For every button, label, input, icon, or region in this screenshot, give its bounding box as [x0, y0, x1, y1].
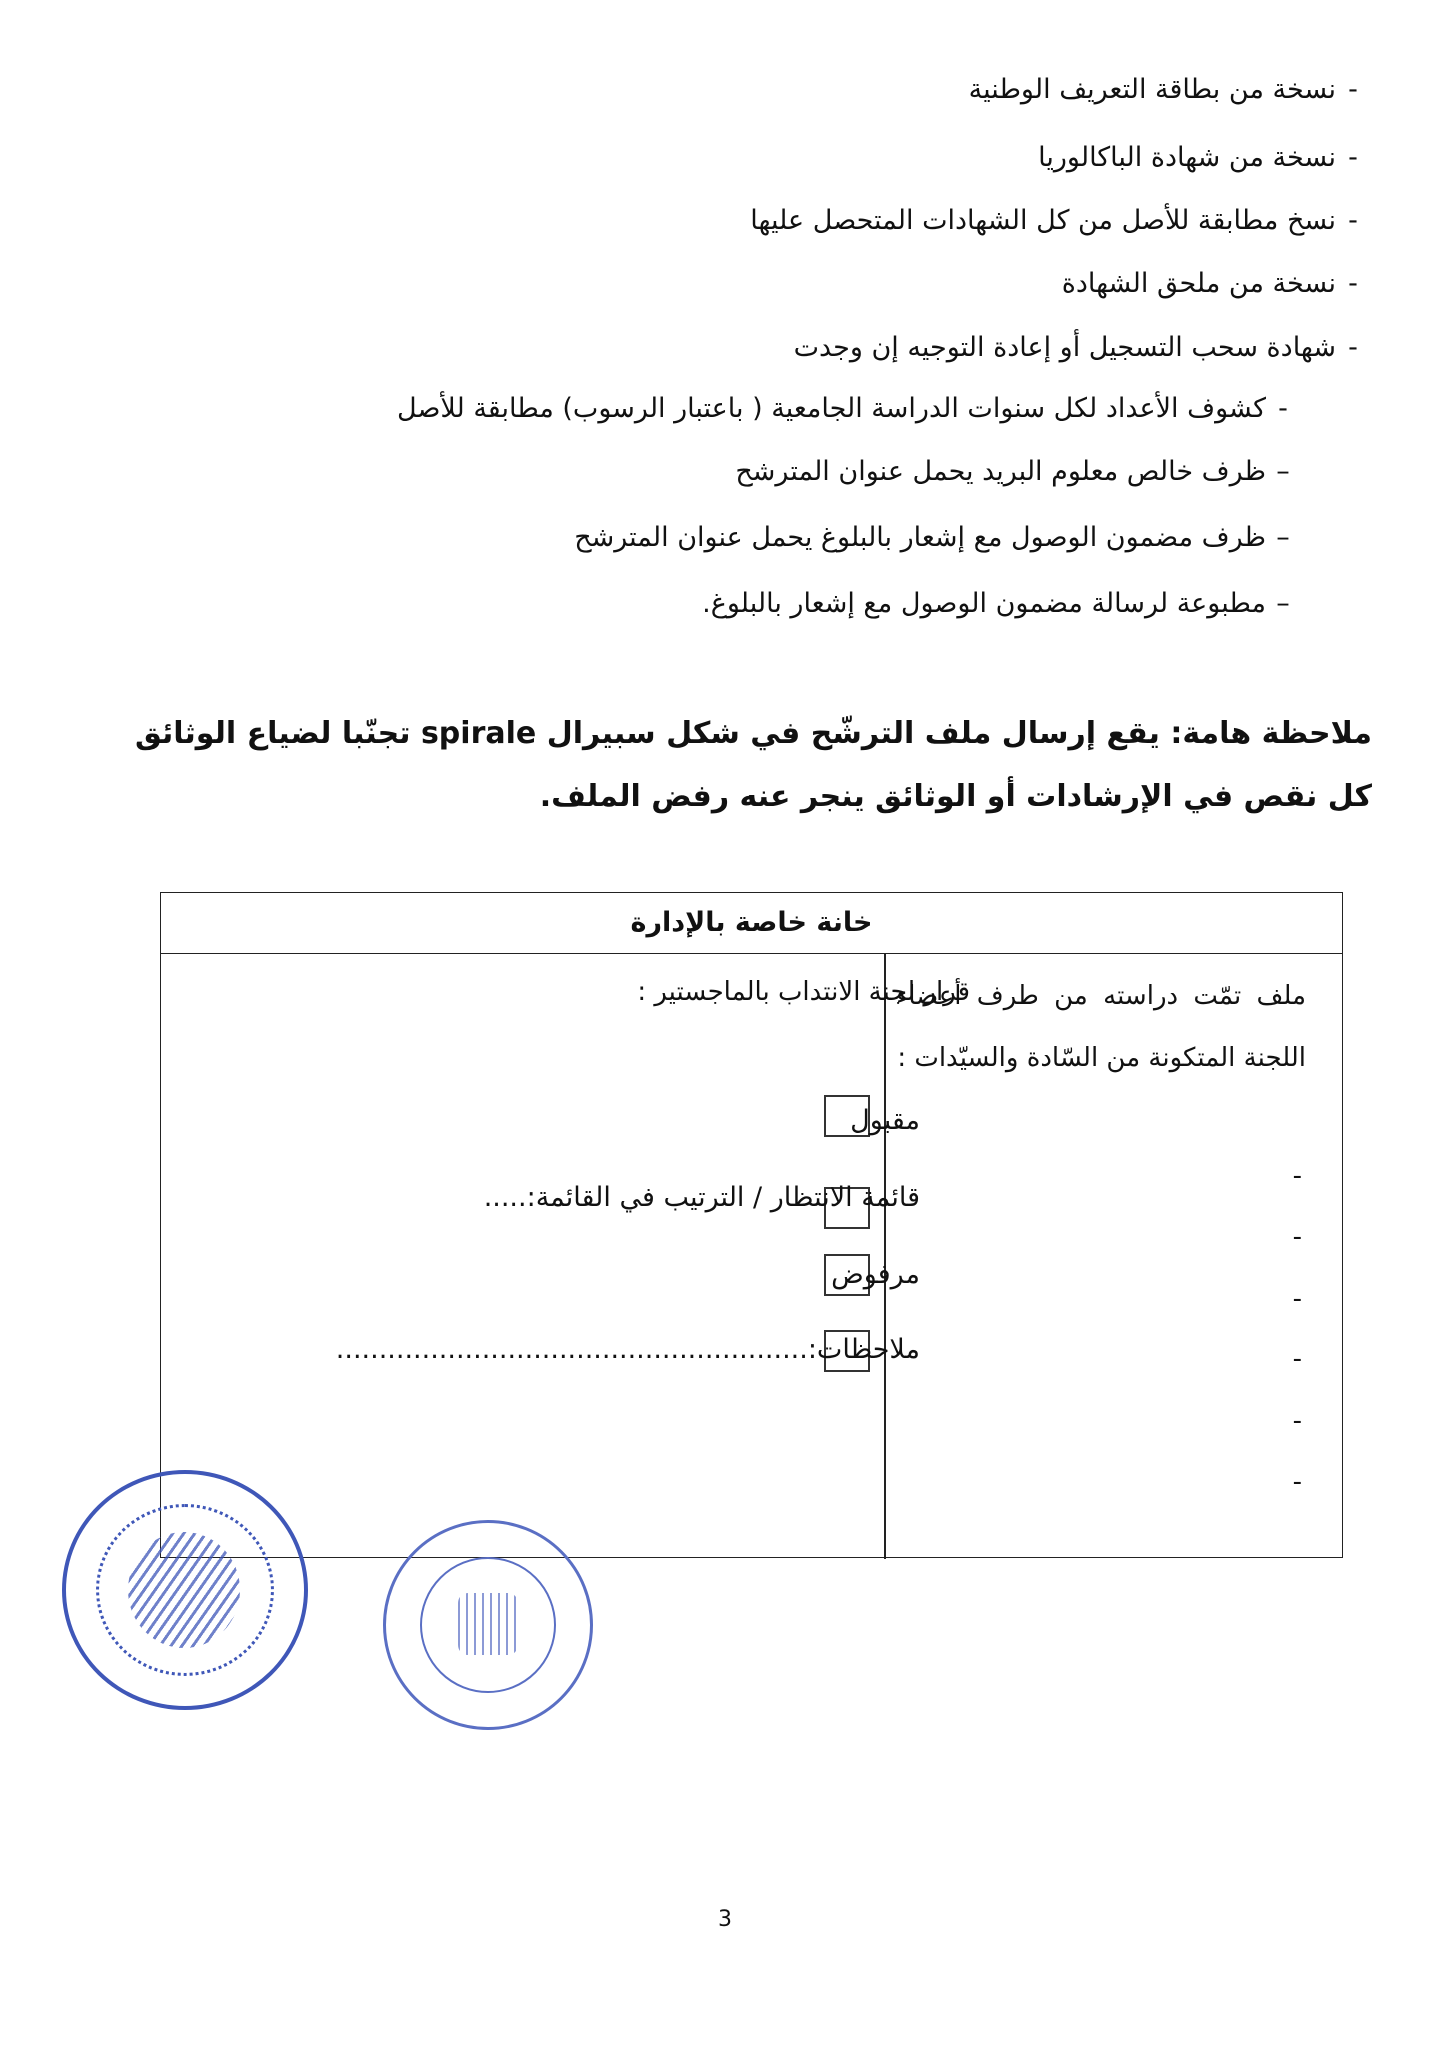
requirement-item: -شهادة سحب التسجيل أو إعادة التوجيه إن وجدت: [793, 332, 1358, 363]
requirement-item: -كشوف الأعداد لكل سنوات الدراسة الجامعية ( باعتبار الرسوب) مطابقة للأصل: [397, 393, 1288, 424]
requirement-item: –ظرف خالص معلوم البريد يحمل عنوان المترشح: [735, 456, 1290, 487]
important-note-line-1: ملاحظة هامة: يقع إرسال ملف الترشّح في شكل سبيرال spirale تجنّبا لضياع الوثائق: [134, 716, 1372, 751]
requirement-item: -نسخة من بطاقة التعريف الوطنية: [968, 74, 1358, 105]
university-stamp-icon: [62, 1470, 308, 1710]
requirement-item: –مطبوعة لرسالة مضمون الوصول مع إشعار بالبلوغ.: [702, 588, 1290, 619]
committee-member-line: -: [1292, 1222, 1302, 1252]
committee-member-line: -: [1292, 1467, 1302, 1497]
committee-member-line: -: [1292, 1284, 1302, 1314]
waitlist-label: قائمة الانتظار / الترتيب في القائمة:.....: [483, 1182, 920, 1213]
decision-title: قرار لجنة الانتداب بالماجستير :: [637, 977, 970, 1007]
committee-member-line: -: [1292, 1161, 1302, 1191]
requirement-item: –ظرف مضمون الوصول مع إشعار بالبلوغ يحمل عنوان المترشح: [574, 522, 1290, 553]
administration-box-title: خانة خاصة بالإدارة: [161, 893, 1342, 954]
university-seal-icon: [383, 1520, 593, 1730]
committee-member-line: -: [1292, 1406, 1302, 1436]
requirement-item: -نسخة من ملحق الشهادة: [1061, 268, 1358, 299]
requirement-item: -نسخ مطابقة للأصل من كل الشهادات المتحصل عليها: [750, 205, 1358, 236]
page-number: 3: [718, 1907, 732, 1932]
important-note-line-2: كل نقص في الإرشادات أو الوثائق ينجر عنه رفض الملف.: [539, 779, 1372, 814]
requirement-item: -نسخة من شهادة الباكالوريا: [1038, 142, 1358, 173]
accepted-label: مقبول: [850, 1105, 920, 1136]
committee-text: ملف تمّت دراسته من طرف أعضاء اللجنة المتكونة من السّادة والسيّدات :: [896, 981, 1306, 1073]
remarks-label: ملاحظات:.......................................................: [335, 1334, 920, 1365]
rejected-label: مرفوض: [831, 1259, 920, 1290]
committee-member-line: -: [1292, 1344, 1302, 1374]
